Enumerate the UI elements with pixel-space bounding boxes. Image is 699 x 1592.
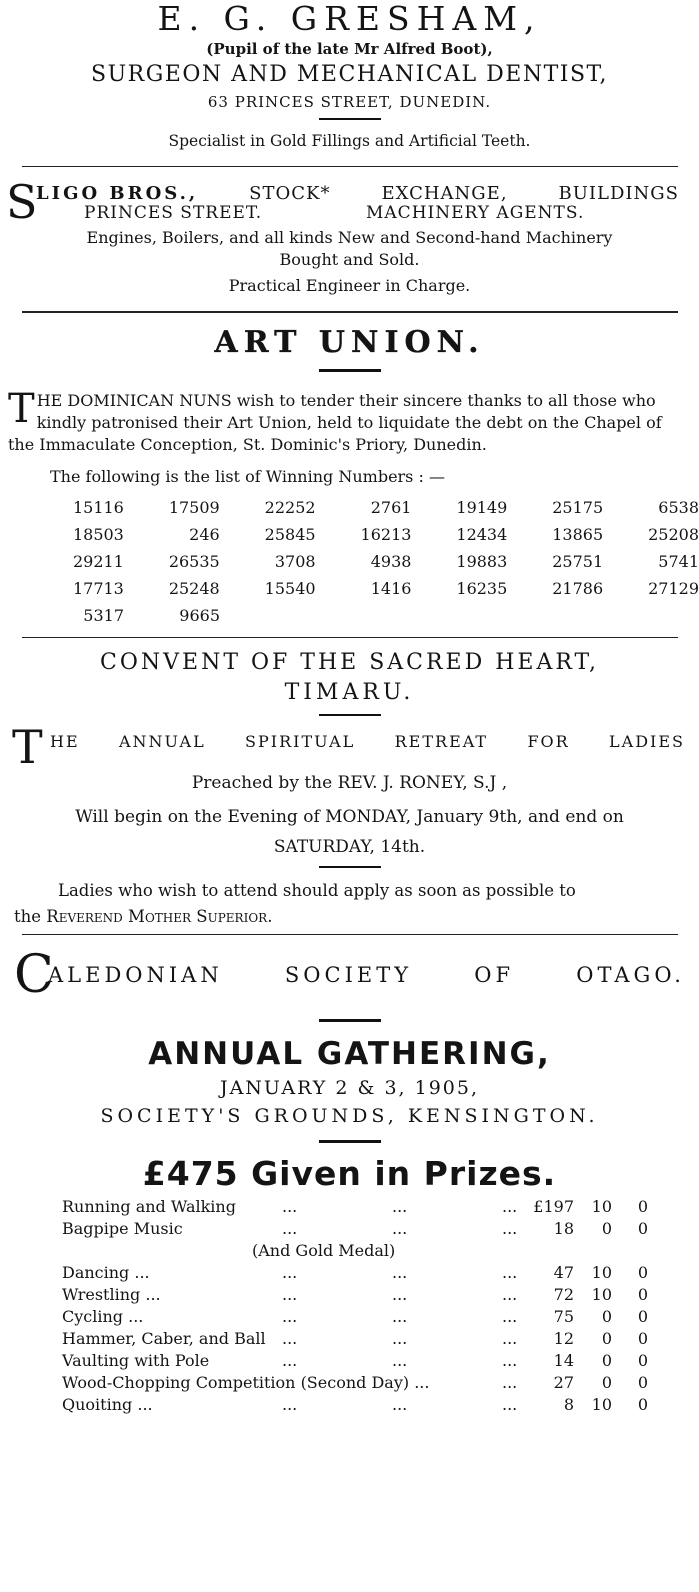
gresham-name: E. G. GRESHAM,	[157, 0, 542, 38]
prize-row	[62, 1329, 662, 1351]
divider	[319, 714, 381, 716]
leader-dots: ...	[392, 1285, 408, 1304]
sligo-line-1	[36, 183, 679, 204]
winning-number: 25845	[264, 525, 316, 544]
leader-dots: ...	[282, 1263, 298, 1282]
prize-row	[62, 1219, 662, 1241]
gresham-address: 63 PRINCES STREET, DUNEDIN.	[207, 93, 492, 111]
prize-pence: 0	[637, 1219, 648, 1238]
art-union-title: ART UNION.	[214, 325, 485, 360]
caledonian-words	[48, 963, 685, 987]
prize-pounds: 47	[553, 1263, 574, 1282]
prize-pounds: 72	[553, 1285, 574, 1304]
prize-label: Dancing ...	[62, 1263, 150, 1282]
retreat-word: ANNUAL	[118, 732, 206, 751]
winning-number: 25175	[552, 498, 604, 517]
gresham-title: SURGEON AND MECHANICAL DENTIST,	[91, 62, 608, 87]
prize-label: Cycling ...	[62, 1307, 144, 1326]
leader-dots: ...	[392, 1263, 408, 1282]
leader-dots: ...	[282, 1329, 298, 1348]
convent-ad	[0, 648, 699, 928]
leader-dots: ...	[392, 1219, 408, 1238]
winning-number: 25248	[168, 579, 220, 598]
winning-number: 246	[189, 525, 220, 544]
leader-dots: ...	[502, 1395, 518, 1414]
prize-label: Bagpipe Music	[62, 1219, 183, 1238]
winning-number: 15116	[72, 498, 124, 517]
prize-shillings: 0	[601, 1373, 612, 1392]
leader-dots: ...	[282, 1395, 298, 1414]
winning-number: 12434	[456, 525, 508, 544]
number-row	[28, 602, 699, 629]
leader-dots: ...	[502, 1197, 518, 1216]
drop-cap: S	[6, 175, 38, 229]
prize-row	[62, 1307, 662, 1329]
sligo-word: BUILDINGS	[558, 183, 679, 204]
gresham-ad	[0, 0, 699, 152]
winning-number: 19149	[456, 498, 508, 517]
section-divider	[22, 311, 678, 313]
retreat-preacher: Preached by the REV. J. RONEY, S.J ,	[191, 773, 508, 793]
prize-label: Quoiting ...	[62, 1395, 153, 1414]
number-row	[28, 521, 699, 548]
sligo-word: STOCK*	[249, 183, 331, 204]
sligo-line-5: Practical Engineer in Charge.	[228, 276, 471, 295]
sligo-agents: MACHINERY AGENTS.	[366, 203, 585, 223]
art-union-ad	[0, 323, 699, 629]
sligo-word: LIGO BROS.,	[36, 183, 199, 204]
winning-number: 16213	[360, 525, 412, 544]
reverend-mother: Reverend Mother Superior.	[46, 907, 273, 926]
sligo-street: PRINCES STREET.	[84, 203, 263, 223]
winning-number: 25208	[648, 525, 699, 544]
winning-number: 17509	[168, 498, 220, 517]
winning-number: 5317	[83, 606, 124, 625]
leader-dots: ...	[282, 1307, 298, 1326]
winning-number: 15540	[264, 579, 316, 598]
sligo-line-3: Engines, Boilers, and all kinds New and Second-hand Machinery	[86, 228, 613, 247]
winning-number: 18503	[72, 525, 124, 544]
prize-label: Wrestling ...	[62, 1285, 161, 1304]
prize-label: Wood-Chopping Competition (Second Day) ...	[62, 1373, 430, 1392]
leader-dots: ...	[502, 1329, 518, 1348]
leader-dots: ...	[502, 1219, 518, 1238]
apply-to-word: the	[14, 907, 42, 926]
retreat-words	[50, 732, 685, 751]
winning-number: 4938	[370, 552, 412, 571]
winning-number: 5741	[658, 552, 699, 571]
prize-shillings: 0	[601, 1351, 612, 1370]
gathering-grounds: SOCIETY'S GROUNDS, KENSINGTON.	[100, 1105, 599, 1127]
prize-shillings: 10	[591, 1285, 612, 1304]
drop-cap: T	[8, 386, 35, 432]
prize-pounds: £197	[533, 1197, 574, 1216]
prize-row	[62, 1285, 662, 1307]
number-row	[28, 548, 699, 575]
leader-dots: ...	[282, 1197, 298, 1216]
prize-label: Running and Walking	[62, 1197, 236, 1216]
leader-dots: ...	[502, 1373, 518, 1392]
prize-row	[62, 1395, 662, 1417]
leader-dots: ...	[502, 1307, 518, 1326]
prize-list	[62, 1197, 662, 1417]
leader-dots: ...	[392, 1307, 408, 1326]
winning-number: 1416	[370, 579, 412, 598]
prize-shillings: 0	[601, 1219, 612, 1238]
leader-dots: ...	[502, 1263, 518, 1282]
winning-number: 21786	[552, 579, 604, 598]
art-union-text: HE DOMINICAN NUNS wish to tender their sincere thanks to all those who kindly patronised their Art Union, held to liquidate the debt on the Chapel of the Immaculate Conception, St. Dominic's Priory, Dunedin.	[8, 391, 662, 454]
prize-pence: 0	[637, 1373, 648, 1392]
divider	[319, 866, 381, 868]
prize-pounds: 12	[553, 1329, 574, 1348]
retreat-begin: Will begin on the Evening of MONDAY, January 9th, and end on	[75, 807, 624, 827]
winning-number: 6538	[658, 498, 699, 517]
caledonian-word: OF	[474, 963, 515, 987]
leader-dots: ...	[392, 1351, 408, 1370]
sligo-heading	[0, 175, 699, 229]
prize-pounds: 27	[553, 1373, 574, 1392]
prize-pounds: 75	[553, 1307, 574, 1326]
winning-number: 22252	[264, 498, 316, 517]
leader-dots: ...	[502, 1351, 518, 1370]
prize-pence: 0	[637, 1263, 648, 1282]
prize-pence: 0	[637, 1307, 648, 1326]
caledonian-word: OTAGO.	[576, 963, 685, 987]
prize-shillings: 10	[591, 1263, 612, 1282]
winning-number: 17713	[72, 579, 124, 598]
retreat-end: SATURDAY, 14th.	[273, 837, 426, 857]
gold-medal-row	[62, 1241, 662, 1263]
convent-subtitle: TIMARU.	[284, 680, 415, 705]
section-divider	[22, 637, 678, 638]
retreat-word: FOR	[527, 732, 570, 751]
winning-numbers-intro: The following is the list of Winning Numbers : —	[50, 467, 445, 486]
retreat-word: RETREAT	[394, 732, 489, 751]
caledonian-ad	[0, 945, 699, 1417]
section-divider	[22, 934, 678, 935]
divider	[319, 118, 381, 120]
convent-title: CONVENT OF THE SACRED HEART,	[100, 650, 599, 675]
gathering-dates: JANUARY 2 & 3, 1905,	[219, 1077, 480, 1099]
winning-number: 27129	[648, 579, 699, 598]
divider	[319, 369, 381, 372]
retreat-word: HE	[50, 732, 80, 751]
retreat-heading	[0, 720, 699, 774]
prize-shillings: 0	[601, 1307, 612, 1326]
section-divider	[22, 166, 678, 167]
prize-row	[62, 1197, 662, 1219]
number-row	[28, 575, 699, 602]
caledonian-word: SOCIETY	[284, 963, 413, 987]
gresham-pupil: (Pupil of the late Mr Alfred Boot),	[206, 40, 493, 58]
retreat-word: LADIES	[609, 732, 685, 751]
sligo-ad	[0, 175, 699, 297]
winning-number: 19883	[456, 552, 508, 571]
prize-pence: 0	[637, 1285, 648, 1304]
retreat-apply: Ladies who wish to attend should apply as soon as possible to	[58, 881, 576, 900]
divider	[319, 1140, 381, 1143]
leader-dots: ...	[282, 1351, 298, 1370]
winning-number: 3708	[274, 552, 316, 571]
retreat-word: SPIRITUAL	[245, 732, 356, 751]
prize-shillings: 10	[591, 1395, 612, 1414]
drop-cap: T	[12, 720, 43, 774]
leader-dots: ...	[282, 1219, 298, 1238]
prize-label: Hammer, Caber, and Ball	[62, 1329, 266, 1348]
prize-row	[62, 1373, 662, 1395]
prize-pence: 0	[637, 1351, 648, 1370]
winning-number: 29211	[72, 552, 124, 571]
leader-dots: ...	[392, 1395, 408, 1414]
prize-shillings: 0	[601, 1329, 612, 1348]
leader-dots: ...	[502, 1285, 518, 1304]
winning-number: 25751	[552, 552, 604, 571]
divider	[319, 1019, 381, 1022]
prizes-heading: £475 Given in Prizes.	[142, 1154, 557, 1193]
prize-pence: 0	[637, 1197, 648, 1216]
winning-number: 26535	[168, 552, 220, 571]
sligo-line-4: Bought and Sold.	[279, 250, 420, 269]
number-row	[28, 494, 699, 521]
art-union-paragraph	[0, 386, 699, 456]
prize-pounds: 14	[553, 1351, 574, 1370]
winning-number: 2761	[370, 498, 412, 517]
prize-pounds: 8	[563, 1395, 574, 1414]
prize-pounds: 18	[553, 1219, 574, 1238]
leader-dots: ...	[392, 1197, 408, 1216]
caledonian-heading	[0, 945, 699, 1005]
caledonian-word: ALEDONIAN	[48, 963, 223, 987]
winning-number: 13865	[552, 525, 604, 544]
prize-pence: 0	[637, 1395, 648, 1414]
annual-gathering: ANNUAL GATHERING,	[148, 1036, 551, 1072]
winning-number: 16235	[456, 579, 508, 598]
leader-dots: ...	[392, 1329, 408, 1348]
winning-numbers-table	[28, 494, 699, 629]
prize-pence: 0	[637, 1329, 648, 1348]
gold-medal-note: (And Gold Medal)	[252, 1241, 396, 1260]
retreat-apply-to	[14, 906, 699, 928]
prize-shillings: 10	[591, 1197, 612, 1216]
winning-number: 9665	[179, 606, 220, 625]
prize-row	[62, 1263, 662, 1285]
leader-dots: ...	[282, 1285, 298, 1304]
gresham-specialist: Specialist in Gold Fillings and Artificial Teeth.	[168, 132, 531, 150]
prize-label: Vaulting with Pole	[62, 1351, 210, 1370]
sligo-word: EXCHANGE,	[381, 183, 508, 204]
prize-row	[62, 1351, 662, 1373]
drop-cap: C	[14, 945, 54, 1005]
